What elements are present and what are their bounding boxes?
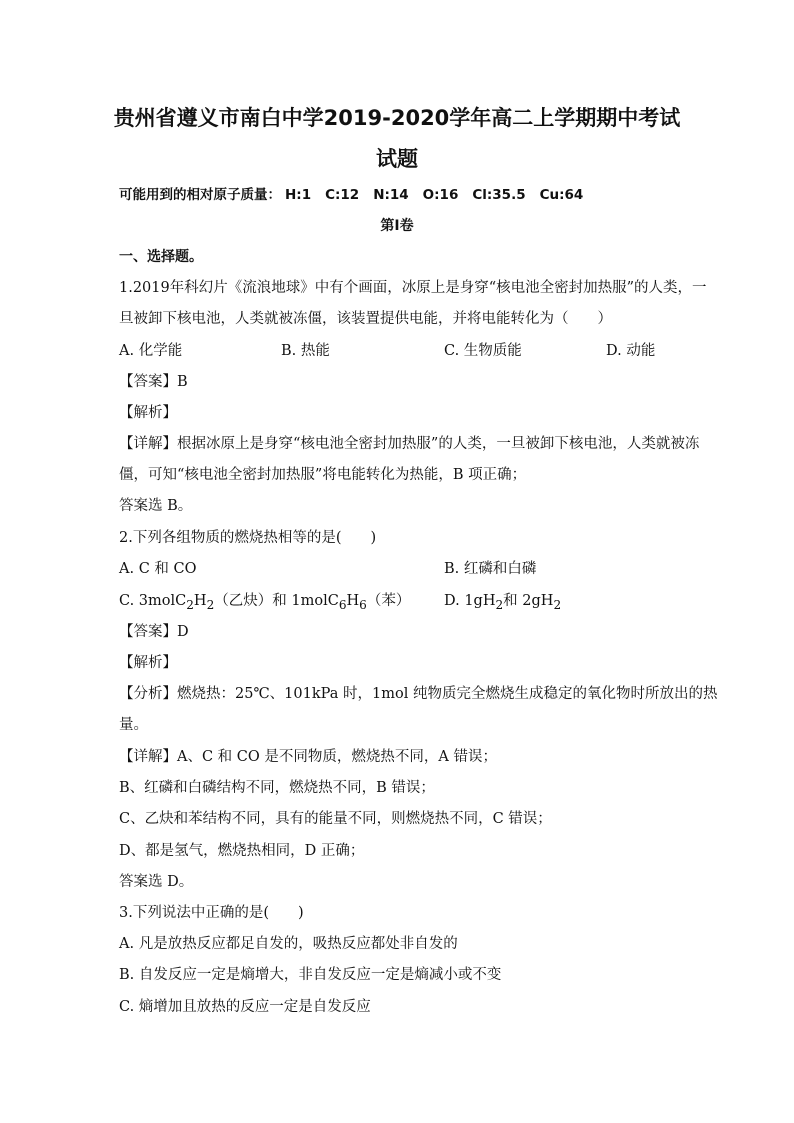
volume-heading: 第I卷 [380,218,414,234]
subscript: 6 [338,597,347,612]
q2-detail-d: D、都是氢气，燃烧热相同，D 正确； [119,843,365,859]
subscript: 6 [359,597,367,612]
q2-detail-b: B、红磷和白磷结构不同，燃烧热不同，B 错误； [119,780,435,796]
atomic-mass-label: 可能用到的相对原子质量： [119,187,281,203]
atomic-mass-item: Cu:64 [539,187,584,203]
q2-detail-c: C、乙炔和苯结构不同，具有的能量不同，则燃烧热不同，C 错误； [119,811,552,827]
subscript: 2 [206,597,215,612]
q3-stem: 3.下列说法中正确的是( ) [119,905,304,921]
q1-detail-line2: 僵，可知“核电池全密封加热服”将电能转化为热能，B 项正确； [119,467,527,483]
q1-analysis-label: 【解析】 [119,405,177,421]
q1-option-d: D. 动能 [606,343,656,359]
q1-option-a: A. 化学能 [119,343,183,359]
q2-option-c-text: （苯） [366,593,411,609]
q2-option-c-text: H [193,593,207,609]
q2-option-d-text: D. 1gH [444,593,496,609]
document-title-line2: 试题 [376,147,418,171]
atomic-mass-item: C:12 [325,187,360,203]
q2-option-d-text: 和 2gH [503,593,554,609]
q1-answer: 【答案】B [119,374,188,390]
q2-detail-a: 【详解】A、C 和 CO 是不同物质，燃烧热不同，A 错误； [119,749,497,765]
subscript: 2 [553,597,562,612]
atomic-mass-item: O:16 [422,187,459,203]
document-title-line1: 贵州省遵义市南白中学2019-2020学年高二上学期期中考试 [113,106,681,130]
q1-detail-line1: 【详解】根据冰原上是身穿“核电池全密封加热服”的人类，一旦被卸下核电池，人类就被冻 [119,436,700,452]
q2-option-c-text: C. 3molC [119,593,187,609]
subscript: 2 [186,597,194,612]
q2-analysis-label: 【解析】 [119,655,177,671]
q1-stem-line2: 旦被卸下核电池，人类就被冻僵，该装置提供电能，并将电能转化为（ ） [119,311,612,327]
q1-option-b: B. 热能 [281,343,330,359]
q2-fenxi-line2: 量。 [119,717,148,733]
atomic-mass-item: H:1 [285,187,312,203]
atomic-mass-line [119,184,679,206]
q2-answer: 【答案】D [119,624,189,640]
q1-conclusion: 答案选 B。 [119,498,193,514]
atomic-mass-item: N:14 [373,187,409,203]
q2-option-c-text: H [346,593,360,609]
q2-option-c [119,590,410,616]
q1-stem-line1: 1.2019年科幻片《流浪地球》中有个画面，冰原上是身穿“核电池全密封加热服”的人类，一 [119,280,707,296]
section-heading: 一、选择题。 [119,249,203,265]
q2-option-b: B. 红磷和白磷 [444,561,537,577]
q1-option-c: C. 生物质能 [444,343,522,359]
q3-option-a: A. 凡是放热反应都足自发的，吸热反应都处非自发的 [119,936,458,952]
q2-option-c-text: （乙炔）和 1molC [214,593,339,609]
q2-option-d [444,590,561,616]
q2-stem: 2.下列各组物质的燃烧热相等的是( ) [119,530,377,546]
q2-conclusion: 答案选 D。 [119,874,194,890]
q3-option-c: C. 熵增加且放热的反应一定是自发反应 [119,999,371,1015]
q2-option-a: A. C 和 CO [119,561,197,577]
atomic-mass-item: Cl:35.5 [472,187,526,203]
q2-fenxi-line1: 【分析】燃烧热：25℃、101kPa 时，1mol 纯物质完全燃烧生成稳定的氧化物时所放出的热 [119,686,718,702]
q3-option-b: B. 自发反应一定是熵增大，非自发反应一定是熵减小或不变 [119,967,502,983]
subscript: 2 [495,597,504,612]
